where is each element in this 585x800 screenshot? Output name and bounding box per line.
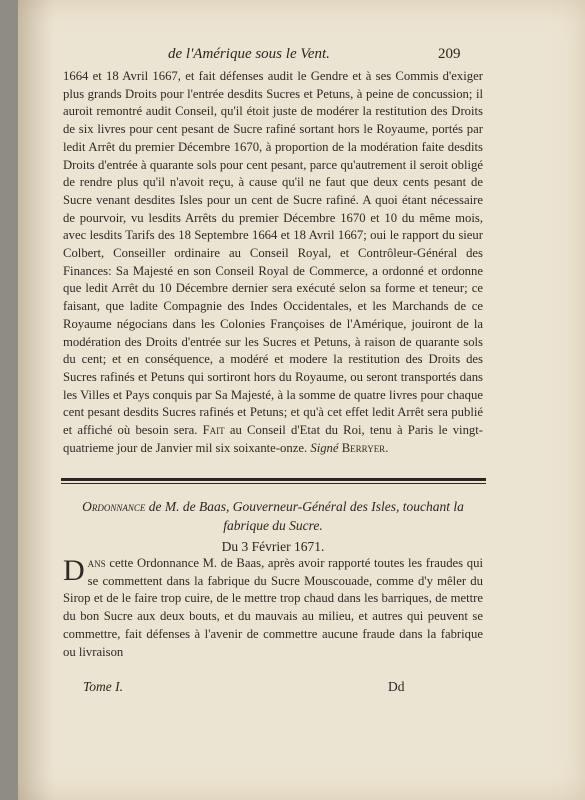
ordonnance-title: [63, 497, 483, 535]
body-paragraph: [63, 68, 483, 457]
lead-smallcaps: ans: [87, 556, 106, 570]
closing-text: au Conseil d'Etat du Roi, tenu à Paris le vingt-quatrieme jour de Janvier mil six soixante-onze.: [63, 423, 484, 455]
signed-label: Signé: [310, 440, 339, 455]
body-text: 1664 et 18 Avril 1667, et fait défenses audit le Gendre et à ses Commis d'exiger plus grands Droits pour l'entrée desdits Sucres et Petuns, à peine de concussion; il auroit remontré audit Conseil, qu'il étoit juste de modérer la restitution des Droits de six livres pour cent pesant de Sucre rafiné sortant hors le Royaume, portés par ledit Arrêt du premier Décembre 1670, à proportion de la modération faite desdits Droits d'entrée à quarante sols pour cent pesant, parce qu'autrement il seroit obligé de rendre plus qu'il n'avoit reçu, à cause qu'il ne faut que deux cents pesant de Sucre venant desdites Isles pour un cent de Sucre rafiné. A quoi étant nécessaire de pourvoir, vu lesdits Arrêts du premier Décembre 1670 et 10 du même mois, avec lesdits Tarifs des 18 Septembre 1664 et 18 Avril 1667; oui le rapport du sieur Colbert, Conseiller ordinaire au Conseil Royal, et Contrôleur-Général des Finances: Sa Majesté en son Conseil Royal de Commerce, a ordonné et ordonne que ledit Arrêt du 10 Décembre dernier sera exécuté selon sa forme et teneur; ce faisant, que ladite Compagnie des Indes Occidentales, et les Marchands de ce Royaume négocians dans les Colonies Françoises de l'Amérique, jouiront de la modération des Droits d'entrée sur les Sucres et Petuns, à raison de quarante sols du cent; et en conséquence, a modéré et modere la restitution des Droits des Sucres rafinés et Petuns qui sortiront hors du Royaume, ou seront transportés dans les Villes et Pays conquis par Sa Majesté, à la somme de quatre livres pour chaque cent pesant desdits Sucres rafinés et Petuns; et qu'à cet effet ledit Arrêt sera publié et affiché où besoin sera.: [63, 69, 483, 438]
ordonnance-title-prefix: Ordonnance: [82, 499, 146, 514]
ordonnance-date: Du 3 Février 1671.: [221, 539, 325, 554]
book-page: [18, 0, 585, 800]
page-number: 209: [438, 46, 461, 62]
signature-mark: Dd: [388, 679, 405, 694]
section-rule-thin: [61, 483, 486, 484]
volume-label: Tome I.: [83, 679, 124, 694]
closing-prefix: Fait: [202, 423, 225, 438]
ordonnance-title-text: de M. de Baas, Gouverneur-Général des Isles, touchant la fabrique du Sucre.: [148, 499, 464, 533]
section-rule-thick: [61, 478, 486, 481]
ordonnance-text: cette Ordonnance M. de Baas, après avoir rapporté toutes les fraudes qui se commettent dans la fabrique du Sucre Mouscouade, comme d'y mêler du Sirop et de le faire trop cuire, de le mettre trop chaud dans les barriques, de mettre du bon Sucre aux deux bouts, et du mauvais au milieu, et autres qui peuvent se commettre, fait défenses à l'avenir de commettre aucune fraude dans la fabrique ou livraison: [63, 556, 483, 659]
running-title: de l'Amérique sous le Vent.: [168, 46, 330, 62]
signed-name: Berryer.: [341, 440, 389, 455]
drop-cap: D: [63, 554, 85, 587]
ordonnance-paragraph: [63, 555, 483, 661]
